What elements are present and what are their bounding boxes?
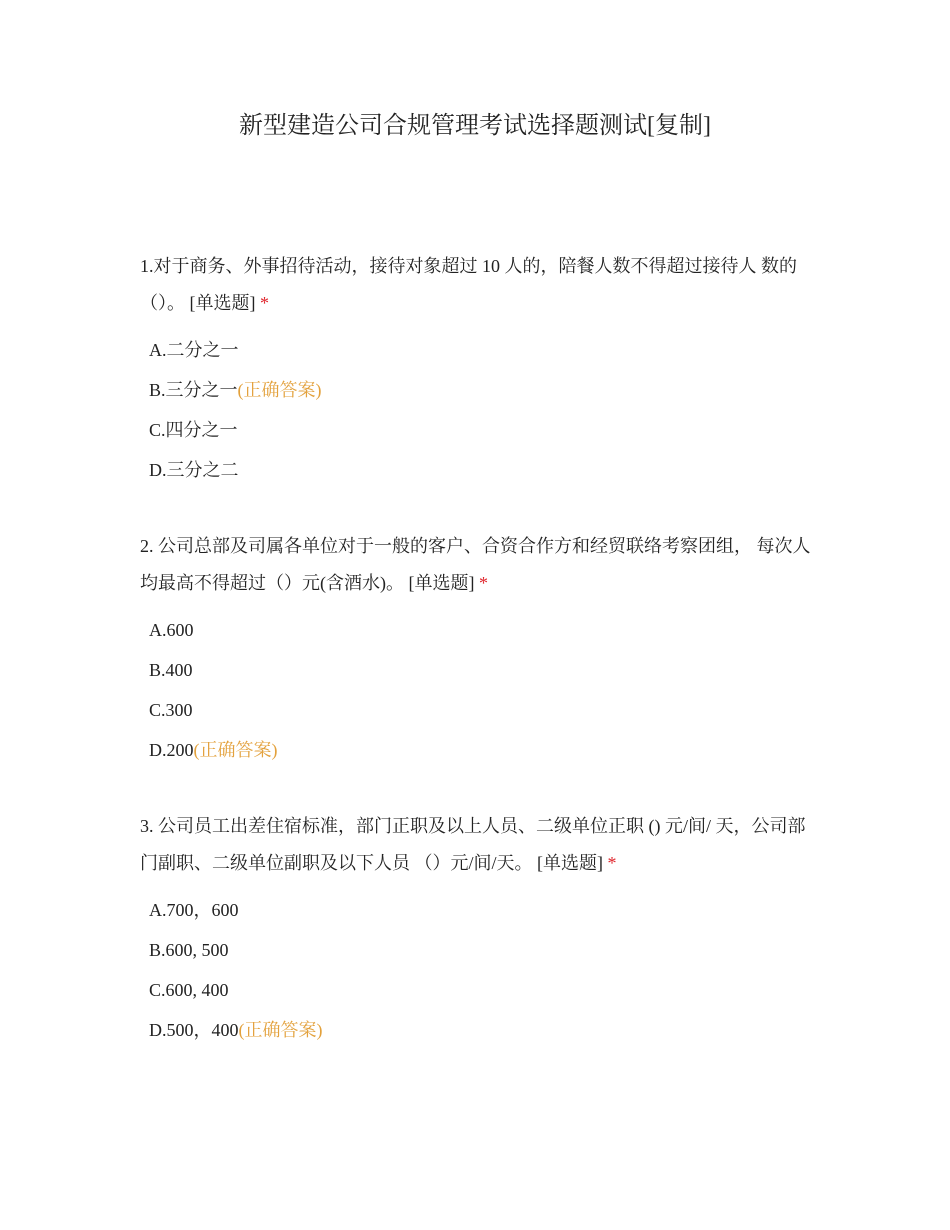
option-c[interactable] (140, 690, 820, 730)
required-star: * (478, 573, 488, 593)
question-text (140, 248, 820, 322)
option-label: A.700，600 (149, 900, 239, 920)
question-stem: 2. 公司总部及司属各单位对于一般的客户、合资合作方和经贸联络考察团组， 每次人均最高不得超过（）元(含酒水)。 [单选题] (140, 536, 811, 593)
page-title: 新型建造公司合规管理考试选择题测试[复制] (239, 113, 711, 139)
option-label: A.600 (149, 620, 194, 640)
option-d[interactable] (140, 1010, 820, 1050)
option-label: D.三分之二 (149, 460, 239, 480)
option-label: D.200 (149, 740, 194, 760)
option-label: B.600, 500 (149, 940, 229, 960)
option-label: A.二分之一 (149, 340, 239, 360)
option-label: B.三分之一 (149, 380, 238, 400)
question-stem: 3. 公司员工出差住宿标准，部门正职及以上人员、二级单位正职 () 元/间/ 天，公司部门副职、二级单位副职及以下人员 （）元/间/天。 [单选题] (140, 816, 806, 873)
required-star: * (607, 853, 617, 873)
option-a[interactable] (140, 330, 820, 370)
option-label: C.300 (149, 700, 193, 720)
correct-answer-mark: (正确答案) (238, 1020, 323, 1040)
option-a[interactable] (140, 610, 820, 650)
question-stem: 1.对于商务、外事招待活动，接待对象超过 10 人的，陪餐人数不得超过接待人 数的（）。 [单选题] (140, 256, 797, 313)
options-list (140, 610, 820, 770)
question-text (140, 528, 820, 602)
option-b[interactable] (140, 650, 820, 690)
option-d[interactable] (140, 450, 820, 490)
correct-answer-mark: (正确答案) (193, 740, 278, 760)
question-1 (140, 248, 820, 490)
option-c[interactable] (140, 970, 820, 1010)
options-list (140, 330, 820, 490)
options-list (140, 890, 820, 1050)
option-label: C.600, 400 (149, 980, 229, 1000)
option-b[interactable] (140, 930, 820, 970)
option-b[interactable] (140, 370, 820, 410)
question-text (140, 808, 820, 882)
option-label: D.500，400 (149, 1020, 239, 1040)
option-label: B.400 (149, 660, 193, 680)
required-star: * (260, 293, 269, 313)
question-2 (140, 528, 820, 770)
option-label: C.四分之一 (149, 420, 238, 440)
question-3 (140, 808, 820, 1050)
option-a[interactable] (140, 890, 820, 930)
option-d[interactable] (140, 730, 820, 770)
correct-answer-mark: (正确答案) (237, 380, 322, 400)
option-c[interactable] (140, 410, 820, 450)
